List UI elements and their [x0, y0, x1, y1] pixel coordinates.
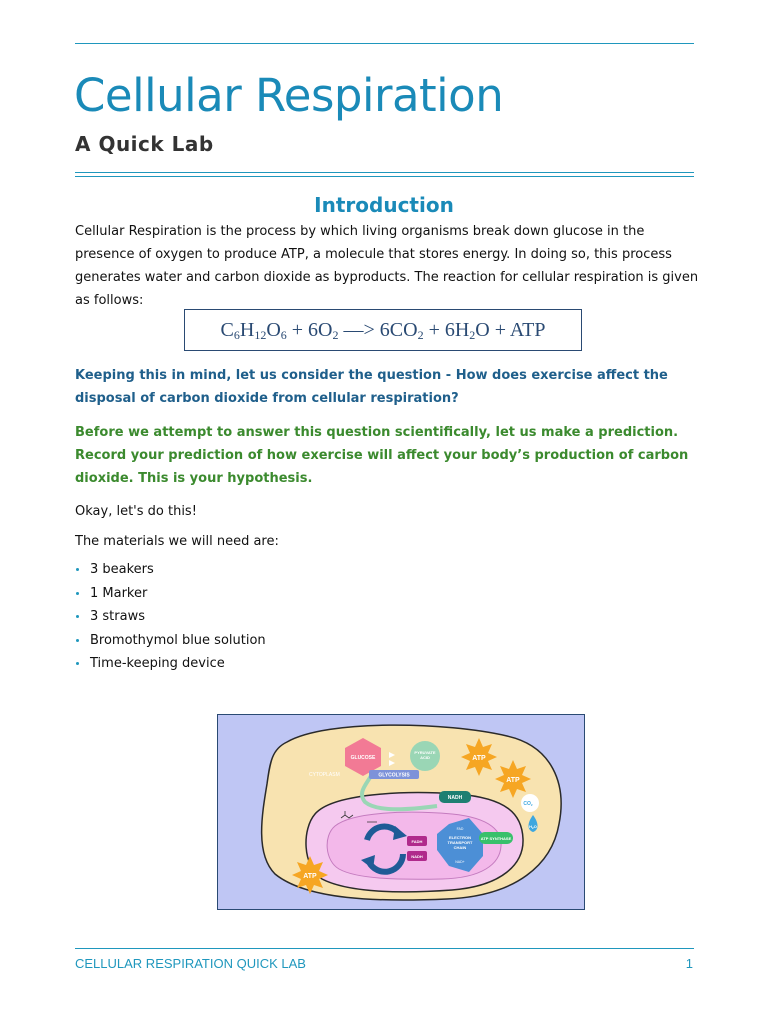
atp-synthase-label: ATP SYNTHASE — [480, 836, 512, 841]
eq-o: O — [266, 319, 281, 341]
nadh-label: NADH — [447, 795, 463, 801]
eq-plus-o2: + 6O — [286, 319, 333, 341]
okay-line: Okay, let's do this! — [75, 504, 197, 519]
page-title: Cellular Respiration — [74, 69, 504, 122]
list-item: 3 beakers — [75, 558, 266, 582]
etc-label-3: CHAIN — [453, 845, 467, 850]
atp-label: ATP — [472, 755, 486, 762]
nad-label: NAD+ — [455, 860, 465, 864]
glycolysis-label: GLYCOLYSIS — [378, 772, 410, 779]
atp-label: ATP — [303, 873, 317, 880]
eq-sub: 6 — [280, 328, 287, 342]
fadh-label: FADH — [411, 839, 423, 844]
pyruvate-label-2: ACID — [420, 755, 430, 760]
eq-sub: 12 — [254, 328, 267, 342]
h2o-label: $H_2O$ — [529, 824, 537, 830]
eq-end: O + ATP — [475, 319, 546, 341]
list-item: Time-keeping device — [75, 652, 266, 676]
co2-label: $CO_2$ — [523, 801, 533, 807]
header-rule-top — [75, 172, 694, 173]
eq-h: H — [239, 319, 255, 341]
header-rule-bottom — [75, 176, 694, 177]
list-item: 3 straws — [75, 605, 266, 629]
eq-sub: 2 — [469, 328, 476, 342]
footer-rule — [75, 948, 694, 949]
list-item: 1 Marker — [75, 582, 266, 606]
pyruvate-label-1: PYRUVATE — [414, 750, 436, 755]
eq-c: C — [220, 319, 234, 341]
eq-plus-h2o: + 6H — [423, 319, 470, 341]
eq-arrow-co2: —> 6CO — [338, 319, 418, 341]
intro-paragraph: Cellular Respiration is the process by which living organisms break down glucose in the presence of oxygen to produce ATP, a molecule that stores energy. In doing so, this process generates water and carbon dioxide as byproducts. The reaction for cellular respiration is given as follows: — [75, 224, 699, 308]
page-subtitle: A Quick Lab — [75, 132, 214, 156]
cellular-respiration-diagram — [217, 714, 585, 910]
materials-intro: The materials we will need are: — [75, 534, 279, 549]
fad-label: FAD — [456, 827, 464, 831]
prediction-prompt: Before we attempt to answer this question scientifically, let us make a prediction. Record your prediction of how exercise will affect your body’s production of carbon dioxide. This is your hypothesis. — [75, 425, 689, 486]
research-question: Keeping this in mind, let us consider the question - How does exercise affect the disposal of carbon dioxide from cellular respiration? — [75, 368, 668, 406]
reaction-equation — [184, 309, 582, 351]
materials-list — [75, 558, 266, 676]
etc-label-1: ELECTRON — [449, 835, 471, 840]
top-rule — [75, 43, 694, 44]
section-heading-introduction: Introduction — [314, 193, 454, 217]
footer-title: CELLULAR RESPIRATION QUICK LAB — [75, 956, 306, 971]
eq-sub: 2 — [332, 328, 339, 342]
eq-sub: 2 — [417, 328, 424, 342]
page-number: 1 — [685, 956, 693, 971]
eq-sub: 6 — [233, 328, 240, 342]
atp-label: ATP — [506, 777, 520, 784]
glucose-label: GLUCOSE — [350, 755, 376, 761]
nadh-label: NADH — [411, 854, 423, 859]
cytoplasm-label: CYTOPLASM — [309, 772, 340, 778]
list-item: Bromothymol blue solution — [75, 629, 266, 653]
etc-label-2: TRANSPORT — [447, 840, 473, 845]
